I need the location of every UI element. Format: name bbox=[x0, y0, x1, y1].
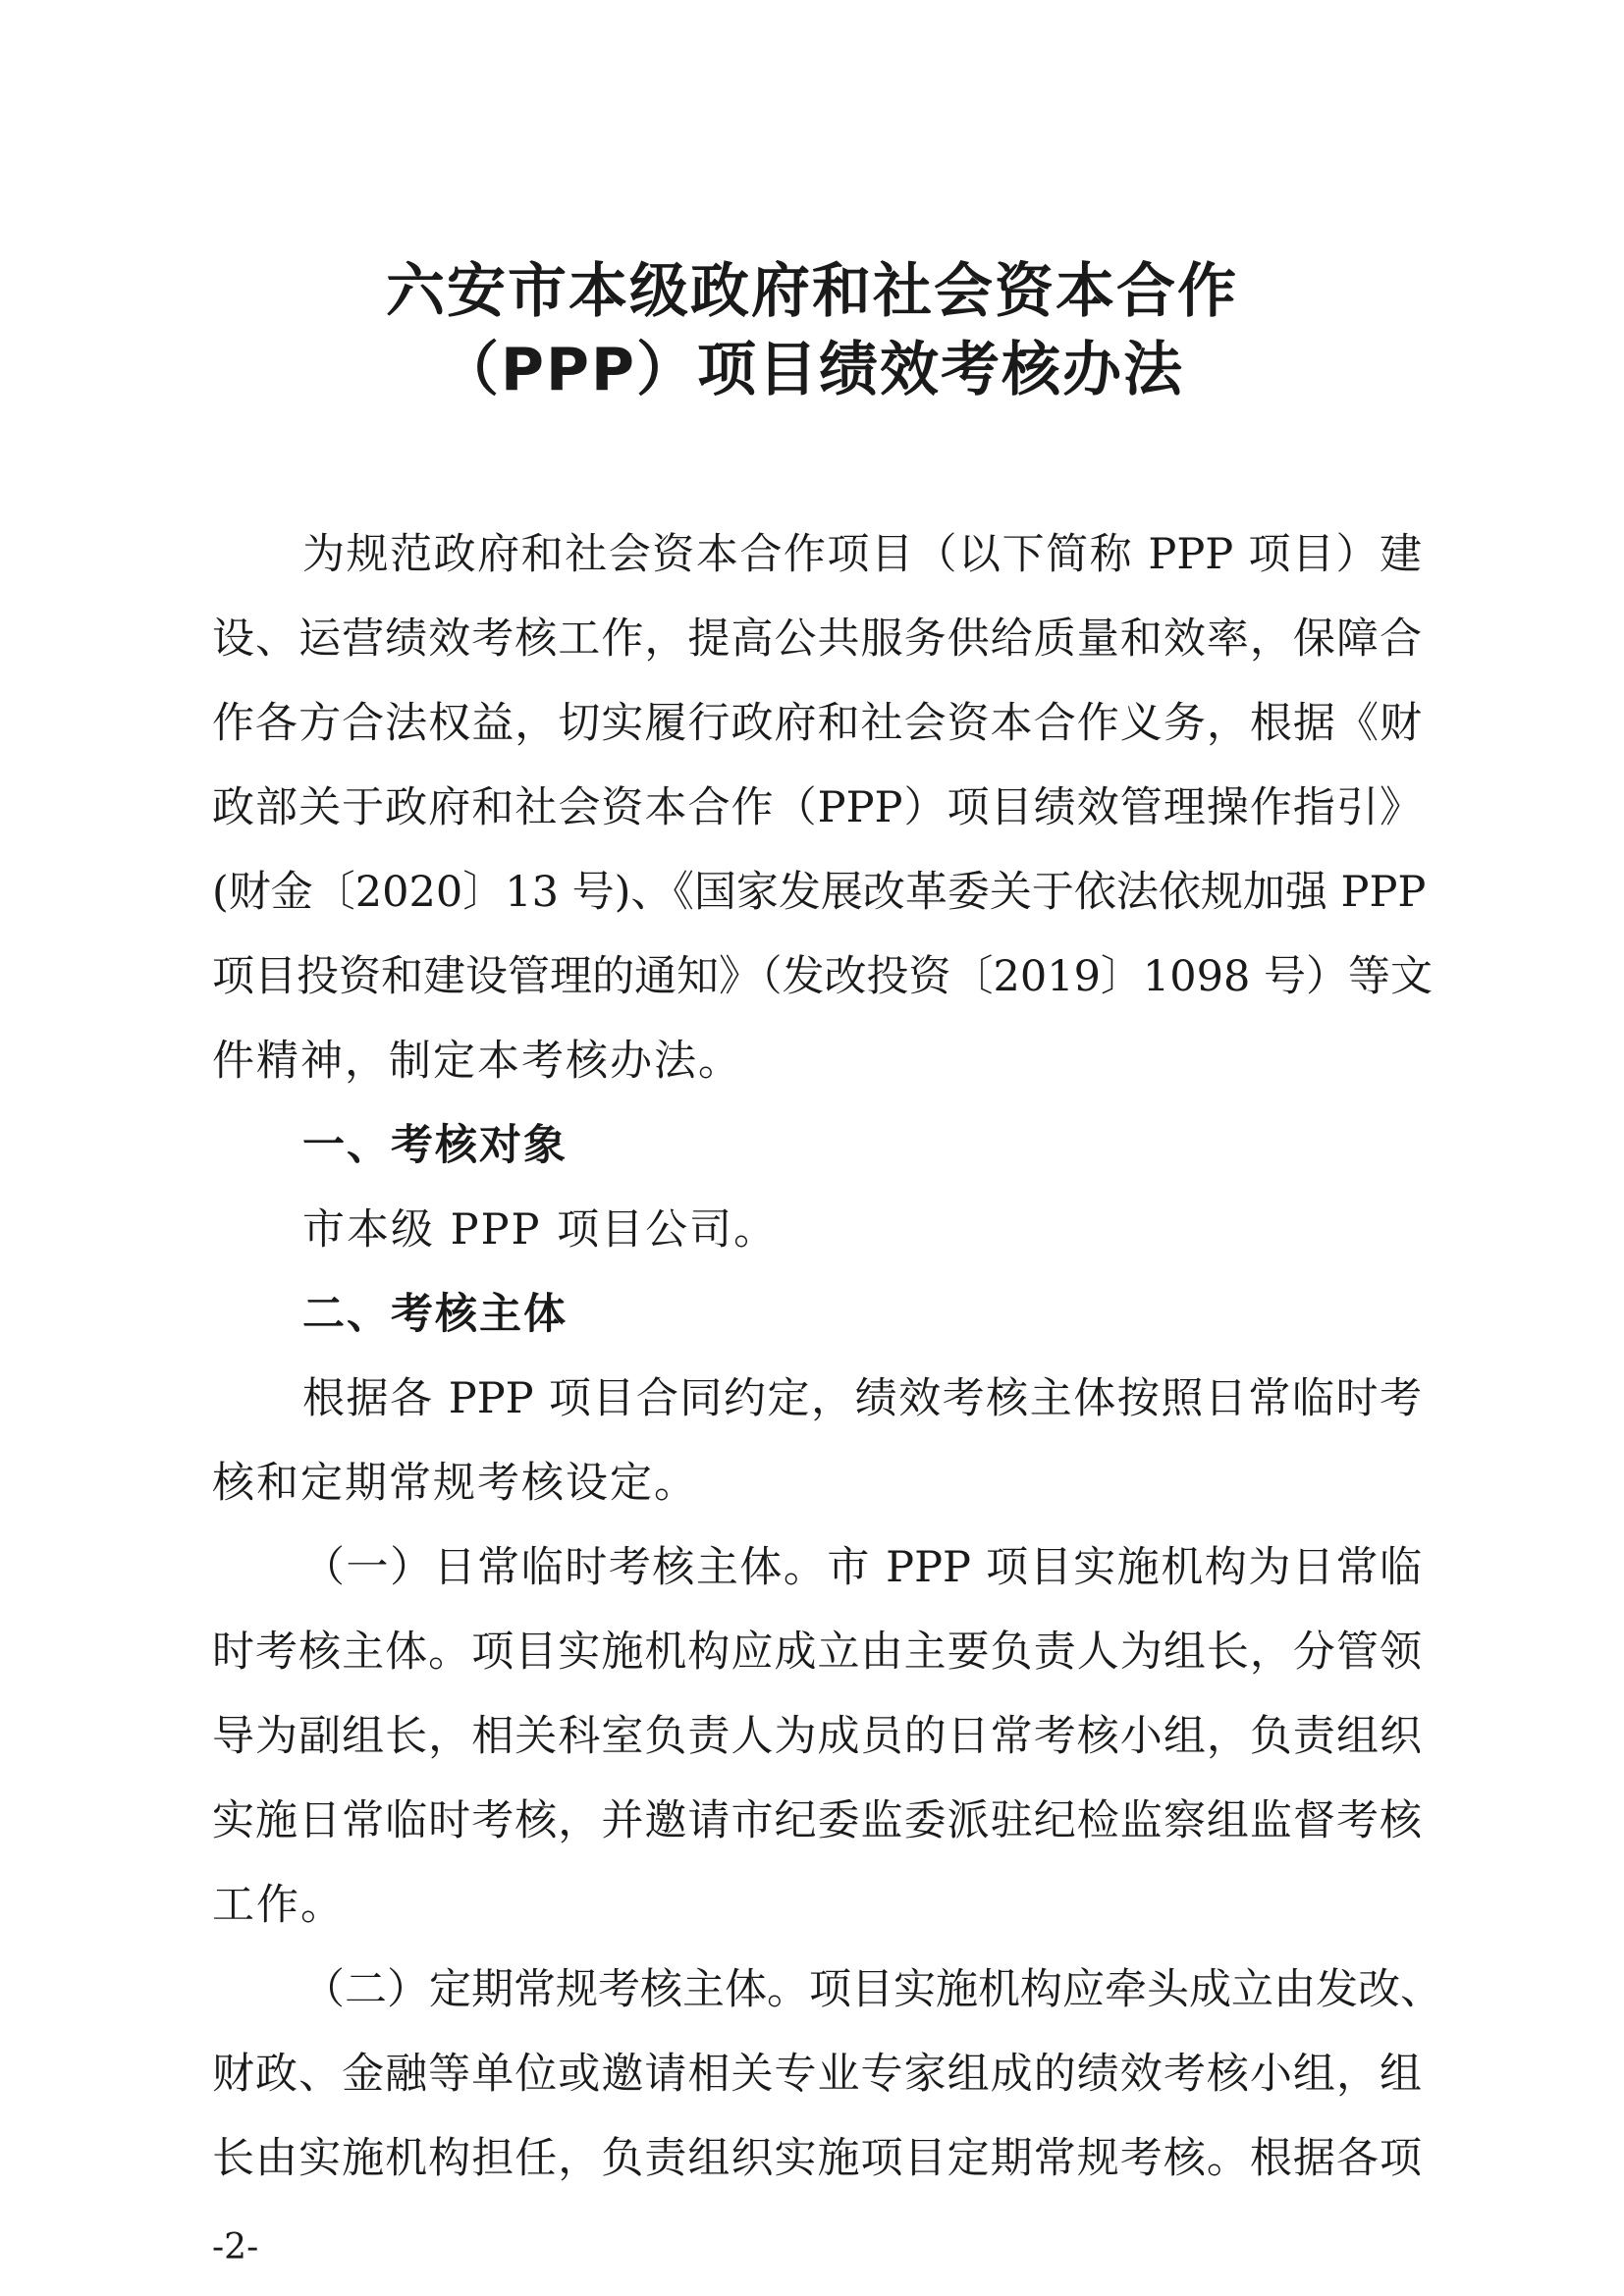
item1-line-1: （一）日常临时考核主体。市 PPP 项目实施机构为日常临 bbox=[302, 1543, 1422, 1592]
item1-line-2: 时考核主体。项目实施机构应成立由主要负责人为组长，分管领 bbox=[212, 1628, 1422, 1677]
intro-line-3: 作各方合法权益，切实履行政府和社会资本合作义务，根据《财 bbox=[212, 699, 1422, 748]
intro-line-4: 政部关于政府和社会资本合作（PPP）项目绩效管理操作指引》 bbox=[212, 783, 1422, 832]
item2-line-3: 长由实施机构担任，负责组织实施项目定期常规考核。根据各项 bbox=[212, 2134, 1422, 2183]
item1-line-3: 导为副组长，相关科室负责人为成员的日常考核小组，负责组织 bbox=[212, 1712, 1422, 1761]
item2-line-1: （二）定期常规考核主体。项目实施机构应牵头成立由发改、 bbox=[302, 1965, 1442, 2014]
section-heading-1: 一、考核对象 bbox=[302, 1121, 568, 1170]
intro-line-2: 设、运营绩效考核工作，提高公共服务供给质量和效率，保障合 bbox=[212, 614, 1422, 664]
intro-line-1: 为规范政府和社会资本合作项目（以下简称 PPP 项目）建 bbox=[302, 530, 1422, 579]
intro-line-7: 件精神，制定本考核办法。 bbox=[212, 1037, 742, 1086]
item2-line-2: 财政、金融等单位或邀请相关专业专家组成的绩效考核小组，组 bbox=[212, 2050, 1422, 2099]
document-title-line-1: 六安市本级政府和社会资本合作 bbox=[386, 257, 1238, 326]
section2-line-1: 根据各 PPP 项目合同约定，绩效考核主体按照日常临时考 bbox=[302, 1374, 1422, 1423]
item1-line-5: 工作。 bbox=[212, 1881, 345, 1930]
item1-line-4: 实施日常临时考核，并邀请市纪委监委派驻纪检监察组监督考核 bbox=[212, 1796, 1422, 1845]
section-heading-2: 二、考核主体 bbox=[302, 1290, 568, 1339]
page-number: -2- bbox=[212, 2227, 259, 2268]
intro-line-6: 项目投资和建设管理的通知》（发改投资〔2019〕1098 号）等文 bbox=[212, 952, 1434, 1001]
section-body-1: 市本级 PPP 项目公司。 bbox=[302, 1205, 779, 1255]
document-title-line-2: （PPP）项目绩效考核办法 bbox=[440, 336, 1184, 404]
section2-line-2: 核和定期常规考核设定。 bbox=[212, 1459, 698, 1508]
intro-line-5: (财金〔2020〕13 号)、《国家发展改革委关于依法依规加强 PPP bbox=[212, 868, 1427, 917]
